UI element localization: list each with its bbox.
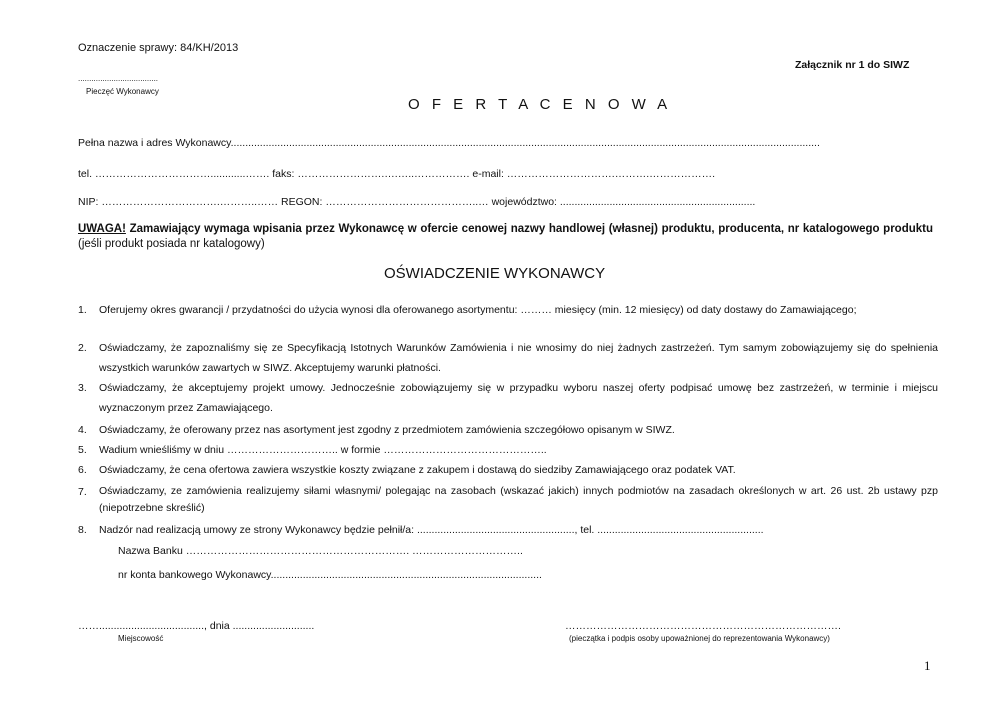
item-text: Oświadczamy, ze zamówienia realizujemy siłami własnymi/ polegając na zasobach (wskazać jakich) innych podmiotów na zasadach określonych w art. 26 ust. 2b ustawy pzp (niepotrzebne skreślić) [99, 485, 938, 514]
attachment-label: Załącznik nr 1 do SIWZ [795, 59, 910, 71]
item-text: Oświadczamy, że oferowany przez nas asortyment jest zgodny z przedmiotem zamówienia szczegółowo opisanym w SIWZ. [99, 424, 675, 436]
item-number: 4. [78, 424, 87, 436]
item-text: Oferujemy okres gwarancji / przydatności do użycia wynosi dla oferowanego asortymentu: ……… miesięcy (min. 12 miesięcy) od daty dostawy do Zamawiającego; [99, 304, 857, 316]
signature-label: (pieczątka i podpis osoby upoważnionej do reprezentowania Wykonawcy) [569, 634, 830, 643]
item-number: 1. [78, 304, 87, 316]
stamp-dots: .................................... [78, 74, 159, 83]
document-title: O F E R T A C E N O W A [408, 96, 672, 113]
case-reference: Oznaczenie sprawy: 84/KH/2013 [78, 42, 239, 54]
item-number: 2. [78, 342, 87, 354]
bank-account-field: nr konta bankowego Wykonawcy............................................................................................. [118, 569, 542, 581]
item-text: Oświadczamy, że akceptujemy projekt umowy. Jednocześnie zobowiązujemy się w przypadku wyboru naszej oferty podpisać umowę bez zastrzeżeń, w terminie i miejscu wyznaczonym przez Zamawiającego. [99, 382, 938, 414]
list-item [78, 378, 938, 418]
registry-field: NIP: …………………………….………..…… REGON: ……………………………………..… województwo: ................................................................... [78, 196, 756, 208]
warning-notice [78, 222, 933, 252]
declaration-title: OŚWIADCZENIE WYKONAWCY [384, 265, 606, 282]
warning-normal-text: (jeśli produkt posiada nr katalogowy) [78, 238, 265, 250]
name-address-field: Pełna nazwa i adres Wykonawcy.......................................................................................................................................................................................................... [78, 137, 820, 149]
item-text: Wadium wnieśliśmy w dniu ………………………….. w formie ……………………………………….. [99, 444, 547, 456]
warning-bold-text: Zamawiający wymaga wpisania przez Wykonawcę w ofercie cenowej nazwy handlowej (własnej) produktu, producenta, nr katalogowego produktu [129, 223, 933, 235]
list-item [78, 338, 938, 378]
list-item [78, 482, 938, 517]
item-number: 7. [78, 486, 87, 498]
place-label: Miejscowość [118, 634, 164, 643]
contact-field: tel. ……………………………............……. faks: …………………….….…..……………. e-mail: ………………………….……….………………. [78, 168, 716, 180]
list-item [78, 300, 938, 318]
list-item [78, 420, 938, 440]
item-text: Nadzór nad realizacją umowy ze strony Wykonawcy będzie pełnił/a: ......................................................, tel. ......................................................... [99, 524, 764, 536]
list-item [78, 460, 938, 480]
item-number: 6. [78, 464, 87, 476]
warning-label: UWAGA! [78, 223, 126, 235]
page-number: 1 [924, 658, 931, 673]
item-text: Oświadczamy, że zapoznaliśmy się ze Specyfikacją Istotnych Warunków Zamówienia i nie wnosimy do niej żadnych zastrzeżeń. Tym samym zobowiązujemy się do spełnienia wszystkich warunków zawartych w SIWZ. Akceptujemy warunki płatności. [99, 342, 938, 374]
item-text: Oświadczamy, że cena ofertowa zawiera wszystkie koszty związane z zakupem i dostawą do siedziby Zamawiającego oraz podatek VAT. [99, 464, 736, 476]
stamp-label: Pieczęć Wykonawcy [86, 87, 159, 96]
item-number: 8. [78, 524, 87, 536]
list-item [78, 440, 938, 460]
signature-line: ……………………………………………………………………. [565, 620, 841, 632]
bank-name-field: Nazwa Banku ………………………………………………………. ………………………….. [118, 545, 523, 557]
item-number: 3. [78, 382, 87, 394]
item-number: 5. [78, 444, 87, 456]
list-item [78, 520, 938, 540]
place-date-line: ……...................................., dnia ............................ [78, 620, 315, 632]
